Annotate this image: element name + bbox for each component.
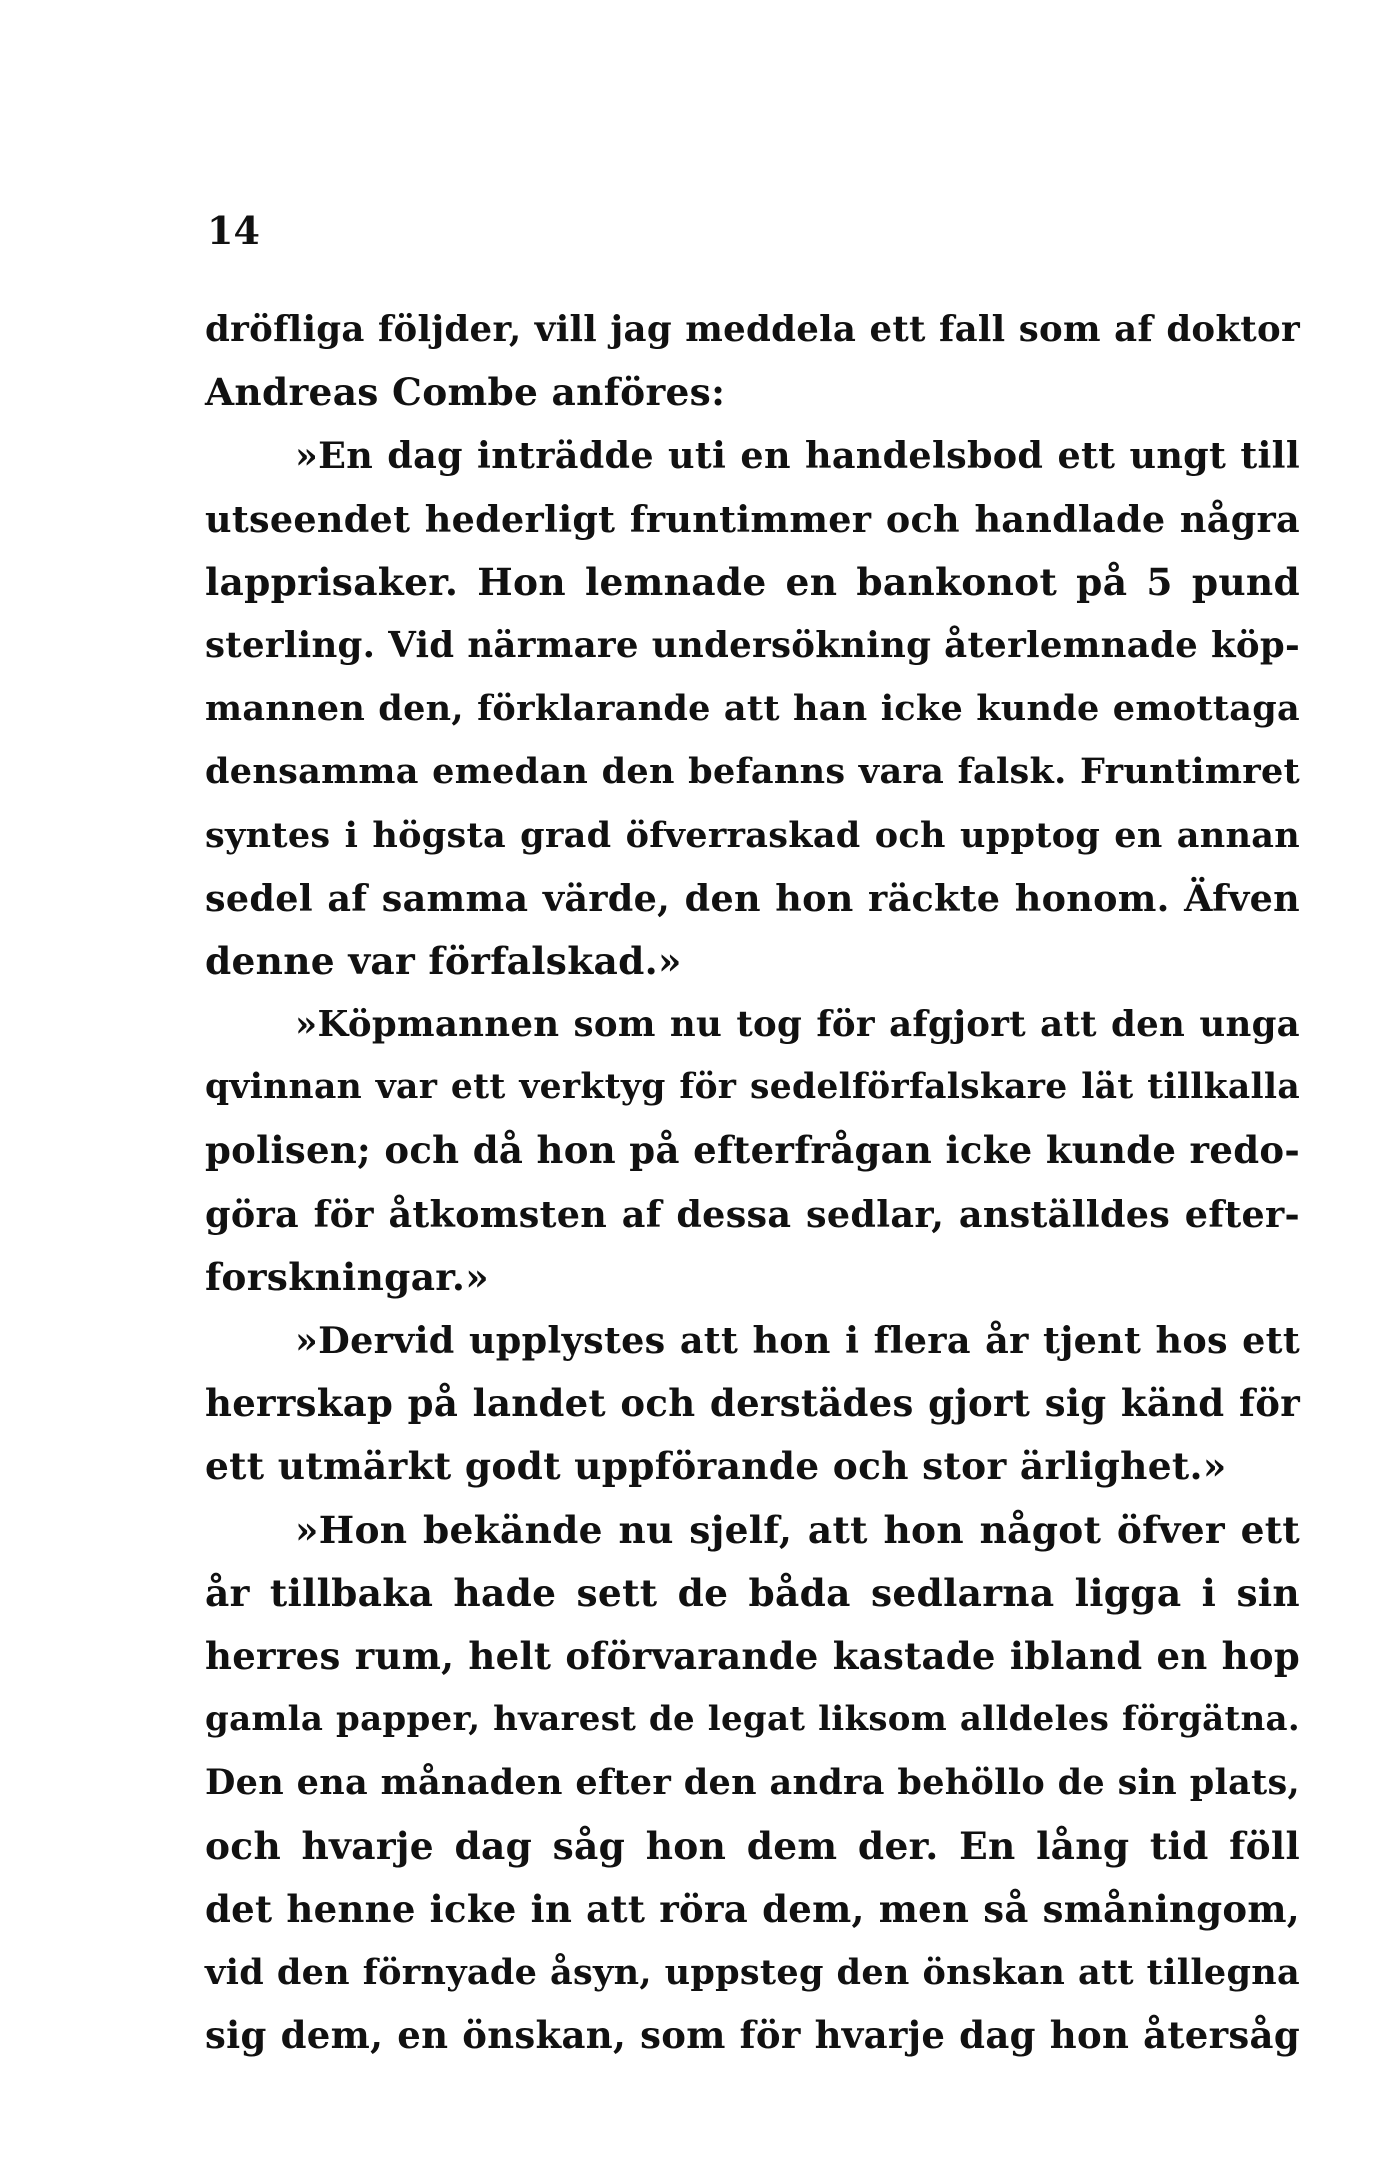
text-line: »Hon bekände nu sjelf, att hon något öfver ett [295,1507,1300,1552]
text-line: sterling. Vid närmare undersökning återlemnade köp- [205,624,1300,666]
text-line: Andreas Combe anföres: [205,370,726,415]
text-line: lapprisaker. Hon lemnade en bankonot på 5 pund [205,559,1300,604]
text-line: qvinnan var ett verktyg för sedelförfalskare lät tillkalla [205,1067,1300,1108]
text-line: vid den förnyade åsyn, uppsteg den önskan att tillegna [205,1951,1300,1993]
text-line: det henne icke in att röra dem, men så småningom, [205,1886,1300,1931]
text-line: polisen; och då hon på efterfrågan icke kunde redo- [205,1128,1300,1173]
text-line: sig dem, en önskan, som för hvarje dag hon återsåg [205,2013,1300,2058]
body-text [205,298,1300,2067]
text-line: herrskap på landet och derstädes gjort sig känd för [205,1381,1300,1426]
text-line: denne var förfalskad.» [205,938,682,983]
text-line: densamma emedan den befanns vara falsk. Fruntimret [205,751,1300,793]
page-number: 14 [207,208,260,253]
text-line: år tillbaka hade sett de båda sedlarna ligga i sin [205,1570,1300,1615]
text-line: utseendet hederligt fruntimmer och handlade några [205,497,1300,541]
text-line: och hvarje dag såg hon dem der. En lång tid föll [205,1823,1300,1868]
text-line: sedel af samma värde, den hon räckte honom. Äfven [205,876,1300,920]
text-line: »Köpmannen som nu tog för afgjort att den unga [295,1004,1300,1046]
text-line: ett utmärkt godt uppförande och stor ärlighet.» [205,1444,1227,1489]
text-line: »Dervid upplystes att hon i flera år tjent hos ett [295,1319,1300,1362]
text-line: syntes i högsta grad öfverraskad och upptog en annan [205,814,1300,856]
text-line: forskningar.» [205,1254,489,1299]
text-line: Den ena månaden efter den andra behöllo de sin plats, [205,1762,1300,1804]
text-line: »En dag inträdde uti en handelsbod ett ungt till [295,434,1300,478]
text-line: gamla papper, hvarest de legat liksom alldeles förgätna. [205,1699,1300,1740]
text-line: herres rum, helt oförvarande kastade ibland en hop [205,1633,1300,1678]
text-line: göra för åtkomsten af dessa sedlar, anställdes efter- [205,1192,1300,1236]
text-line: mannen den, förklarande att han icke kunde emottaga [205,688,1300,730]
text-line: dröfliga följder, vill jag meddela ett fall som af doktor [205,309,1300,350]
